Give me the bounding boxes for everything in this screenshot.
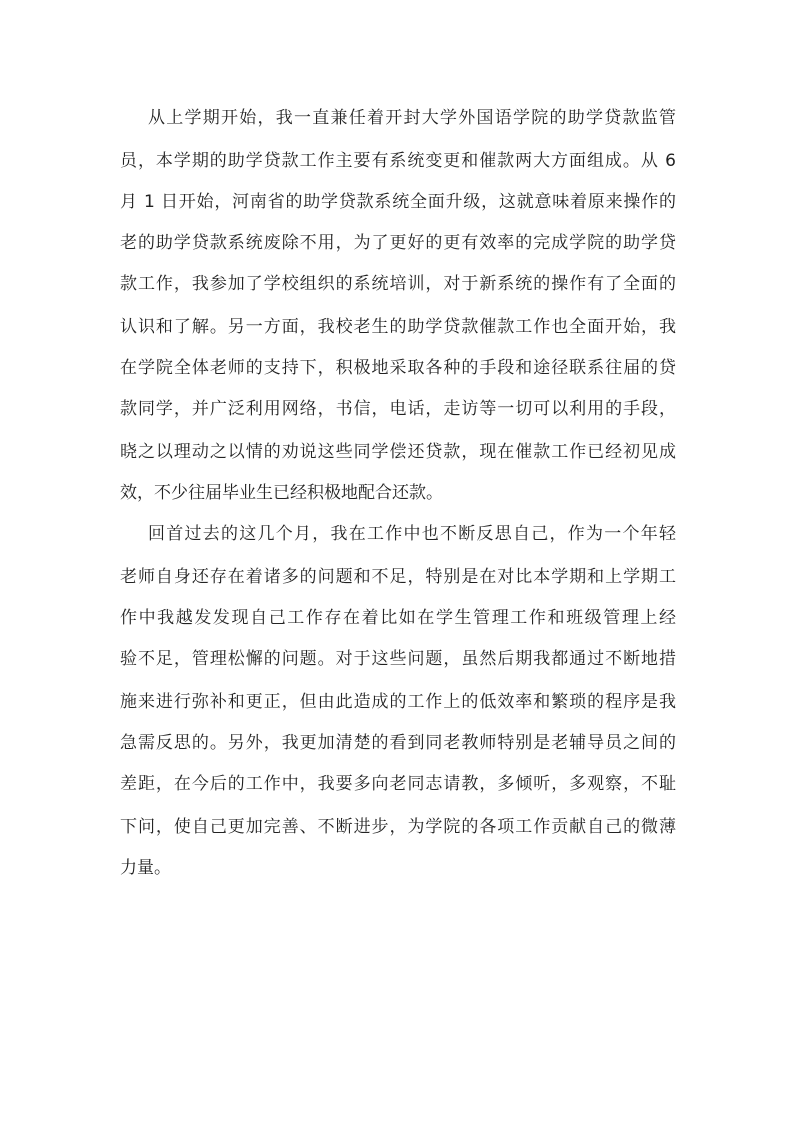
paragraph-line: 从上学期开始，我一直兼任着开封大学外国语学院的助学贷款监管 [148,108,676,128]
paragraph-line: 差距，在今后的工作中，我要多向老同志请教，多倾听，多观察，不耻 [120,774,676,794]
paragraph-line: 老师自身还存在着诸多的问题和不足，特别是在对比本学期和上学期工 [120,567,676,587]
paragraph-line: 急需反思的。另外，我更加清楚的看到同老教师特别是老辅导员之间的 [120,733,676,753]
paragraph-line: 回首过去的这几个月，我在工作中也不断反思自己，作为一个年轻 [148,524,676,544]
paragraph-line: 老的助学贷款系统废除不用，为了更好的更有效率的完成学院的助学贷 [120,233,676,253]
paragraph-line: 认识和了解。另一方面，我校老生的助学贷款催款工作也全面开始，我 [120,317,676,337]
paragraph-line: 力量。 [120,858,171,878]
paragraph-line: 下问，使自己更加完善、不断进步，为学院的各项工作贡献自己的微薄 [120,817,676,837]
paragraph-line: 员，本学期的助学贷款工作主要有系统变更和催款两大方面组成。从 6 [120,151,676,171]
paragraph-line: 效，不少往届毕业生已经积极地配合还款。 [120,483,443,503]
paragraph-line: 在学院全体老师的支持下，积极地采取各种的手段和途径联系往届的贷 [120,358,676,378]
paragraph-line: 作中我越发发现自己工作存在着比如在学生管理工作和班级管理上经 [120,608,676,628]
paragraph-line: 款同学，并广泛利用网络，书信，电话，走访等一切可以利用的手段， [120,399,676,419]
paragraph-line: 施来进行弥补和更正，但由此造成的工作上的低效率和繁琐的程序是我 [120,692,676,712]
paragraph-line: 月 1 日开始，河南省的助学贷款系统全面升级，这就意味着原来操作的 [120,192,676,212]
paragraph-line: 晓之以理动之以情的劝说这些同学偿还贷款，现在催款工作已经初见成 [120,442,676,462]
paragraph-line: 验不足，管理松懈的问题。对于这些问题，虽然后期我都通过不断地措 [120,649,676,669]
paragraph-line: 款工作，我参加了学校组织的系统培训，对于新系统的操作有了全面的 [120,274,676,294]
